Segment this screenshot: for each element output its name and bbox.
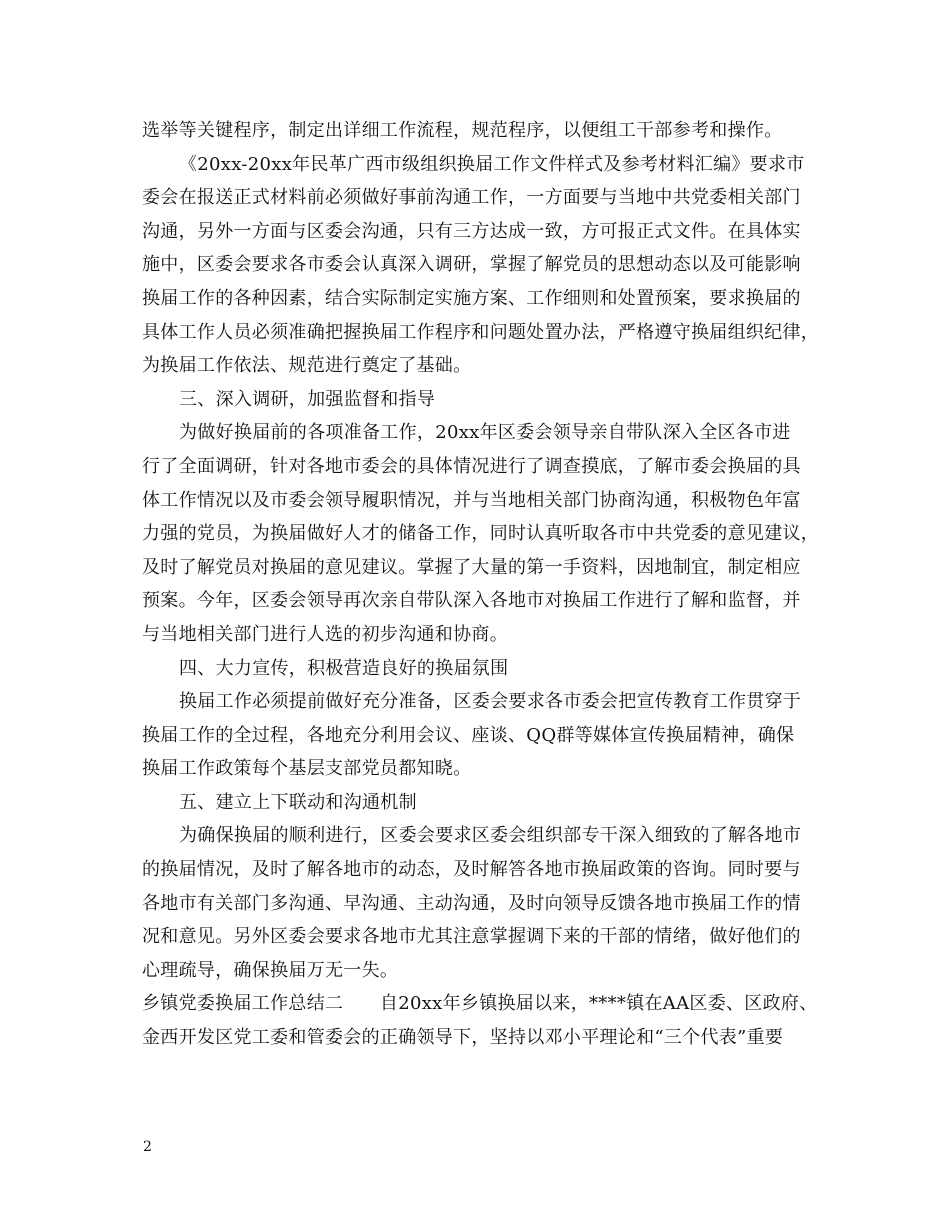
text-line-22: 为确保换届的顺利进行，区委会要求区委会组织部专干深入细致的了解各地市: [179, 825, 802, 847]
text-line-19: 换届工作的全过程，各地充分利用会议、座谈、QQ群等媒体宣传换届精神，确保: [142, 724, 795, 746]
text-line-3: 委会在报送正式材料前必须做好事前沟通工作，一方面要与当地中共党委相关部门: [142, 187, 801, 209]
text-line-1: 选举等关键程序，制定出详细工作流程，规范程序，以便组工干部参考和操作。: [142, 120, 783, 141]
text-line-4: 沟通，另外一方面与区委会沟通，只有三方达成一致，方可报正式文件。在具体实: [142, 220, 801, 242]
text-line-5: 施中，区委会要求各市委会认真深入调研，掌握了解党员的思想动态以及可能影响: [142, 254, 801, 276]
text-line-10: 为做好换届前的各项准备工作，20xx年区委会领导亲自带队深入全区各市进: [179, 422, 791, 444]
section-heading-3: 三、深入调研，加强监督和指导: [179, 388, 436, 410]
text-line-28: 金西开发区党工委和管委会的正确领导下，坚持以邓小平理论和“三个代表”重要: [142, 1027, 784, 1049]
text-line-13: 力强的党员，为换届做好人才的储备工作，同时认真听取各市中共党委的意见建议，: [142, 523, 820, 545]
page-number: 2: [143, 1139, 152, 1155]
document-body: [142, 114, 842, 1055]
text-line-16: 与当地相关部门进行人选的初步沟通和协商。: [142, 623, 508, 645]
text-line-26: 心理疏导，确保换届万无一失。: [142, 959, 399, 981]
text-line-8: 为换届工作依法、规范进行奠定了基础。: [142, 355, 472, 377]
text-line-11: 行了全面调研，针对各地市委会的具体情况进行了调查摸底，了解市委会换届的具: [142, 455, 801, 477]
text-line-7: 具体工作人员必须准确把握换届工作程序和问题处置办法，严格遵守换届组织纪律，: [142, 321, 820, 343]
text-line-2: 《20xx-20xx年民革广西市级组织换届工作文件样式及参考材料汇编》要求市: [179, 153, 805, 175]
text-line-18: 换届工作必须提前做好充分准备，区委会要求各市委会把宣传教育工作贯穿于: [179, 691, 802, 713]
text-line-12: 体工作情况以及市委会领导履职情况，并与当地相关部门协商沟通，积极物色年富: [142, 489, 801, 511]
text-line-24: 各地市有关部门多沟通、早沟通、主动沟通，及时向领导反馈各地市换届工作的情: [142, 892, 801, 914]
text-line-27: 乡镇党委换届工作总结二 自20xx年乡镇换届以来，****镇在AA区委、区政府、: [142, 993, 818, 1015]
section-heading-4: 四、大力宣传，积极营造良好的换届氛围: [179, 657, 509, 679]
text-line-20: 换届工作政策每个基层支部党员都知晓。: [142, 758, 472, 780]
text-line-6: 换届工作的各种因素，结合实际制定实施方案、工作细则和处置预案，要求换届的: [142, 287, 801, 309]
text-line-25: 况和意见。另外区委会要求各地市尤其注意掌握调下来的干部的情绪，做好他们的: [142, 926, 801, 948]
section-heading-5: 五、建立上下联动和沟通机制: [179, 791, 417, 813]
text-line-15: 预案。今年，区委会领导再次亲自带队深入各地市对换届工作进行了解和监督，并: [142, 590, 801, 612]
text-line-14: 及时了解党员对换届的意见建议。掌握了大量的第一手资料，因地制宜，制定相应: [142, 556, 801, 578]
text-line-23: 的换届情况，及时了解各地市的动态，及时解答各地市换届政策的咨询。同时要与: [142, 859, 801, 881]
